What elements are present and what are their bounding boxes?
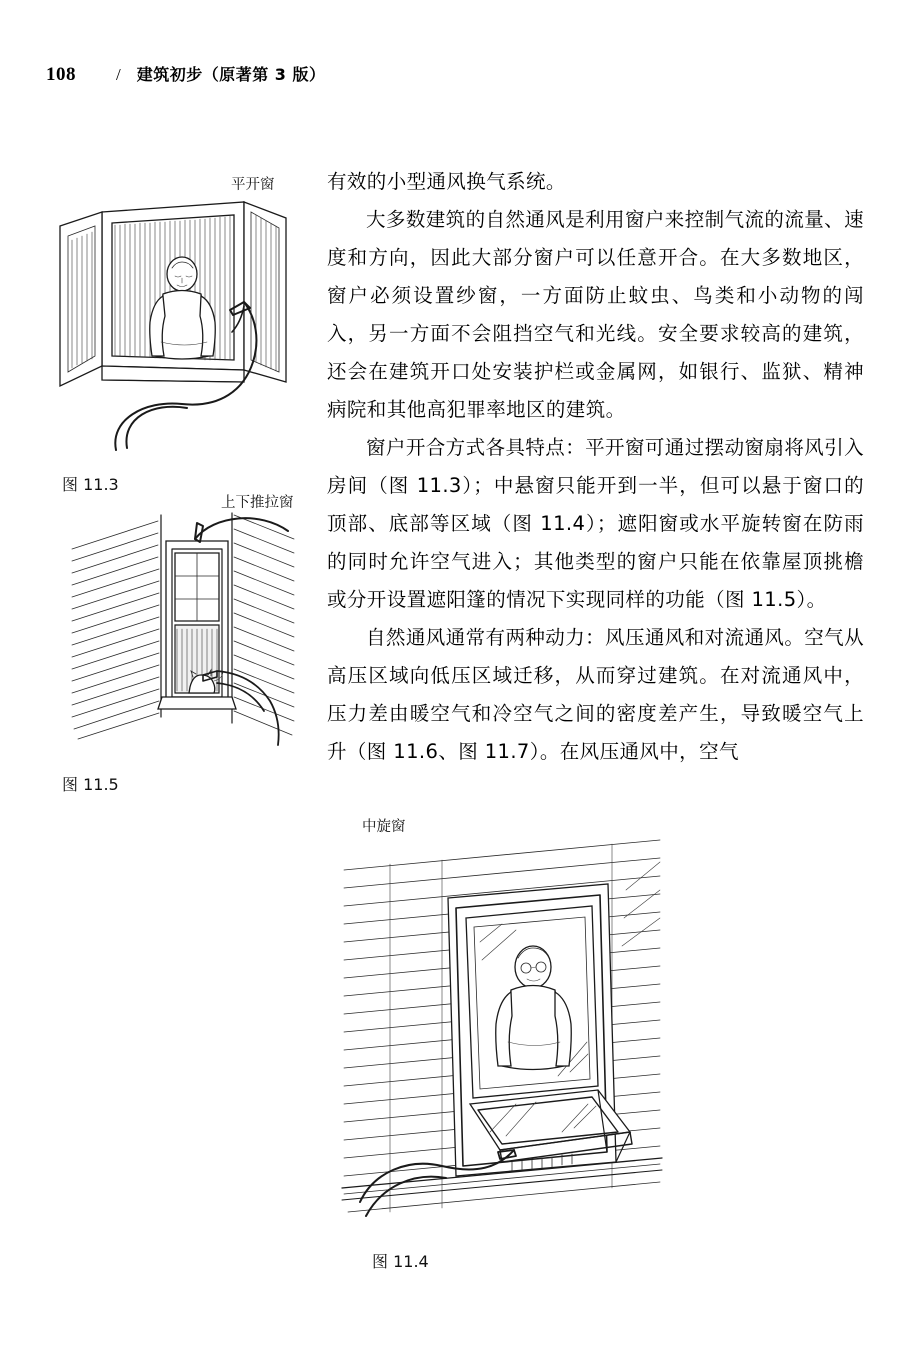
figure-11-5-caption: 图 11.5	[62, 775, 119, 794]
header-separator: /	[116, 65, 121, 84]
figure-11-3-label: 平开窗	[231, 177, 275, 193]
figure-11-4-illustration	[330, 832, 675, 1232]
book-title: 建筑初步（原著第 3 版）	[136, 65, 326, 84]
figure-11-3-caption: 图 11.3	[62, 475, 119, 494]
figure-11-4-caption: 图 11.4	[372, 1252, 429, 1271]
page-number: 108	[46, 64, 76, 85]
paragraph-3: 窗户开合方式各具特点：平开窗可通过摆动窗扇将风引入房间（图 11.3）；中悬窗只能开到一半，但可以悬于窗口的顶部、底部等区域（图 11.4）；遮阳窗或水平旋转窗在防雨的同时允许空气进入；其他类型的窗户只能在依靠屋顶挑檐或分开设置遮阳篷的情况下实现同样的功能（图 11.5）。	[327, 436, 864, 611]
page-header	[46, 62, 326, 86]
paragraph-1: 有效的小型通风换气系统。	[327, 170, 566, 193]
figure-11-4-label: 中旋窗	[362, 819, 406, 835]
paragraph-2: 大多数建筑的自然通风是利用窗户来控制气流的流量、速度和方向，因此大部分窗户可以任意开合。在大多数地区，窗户必须设置纱窗，一方面防止蚊虫、鸟类和小动物的闯入，另一方面不会阻挡空气和光线。安全要求较高的建筑，还会在建筑开口处安装护栏或金属网，如银行、监狱、精神病院和其他高犯罪率地区的建筑。	[327, 208, 864, 421]
figure-11-5-label: 上下推拉窗	[221, 495, 294, 511]
body-text-column	[327, 163, 864, 771]
figure-11-3-illustration	[48, 190, 298, 455]
paragraph-4: 自然通风通常有两种动力：风压通风和对流通风。空气从高压区域向低压区域迁移，从而穿过建筑。在对流通风中，压力差由暖空气和冷空气之间的密度差产生，导致暖空气上升（图 11.6、图 11.7）。在风压通风中，空气	[327, 626, 864, 763]
figure-11-5-illustration	[62, 505, 302, 753]
